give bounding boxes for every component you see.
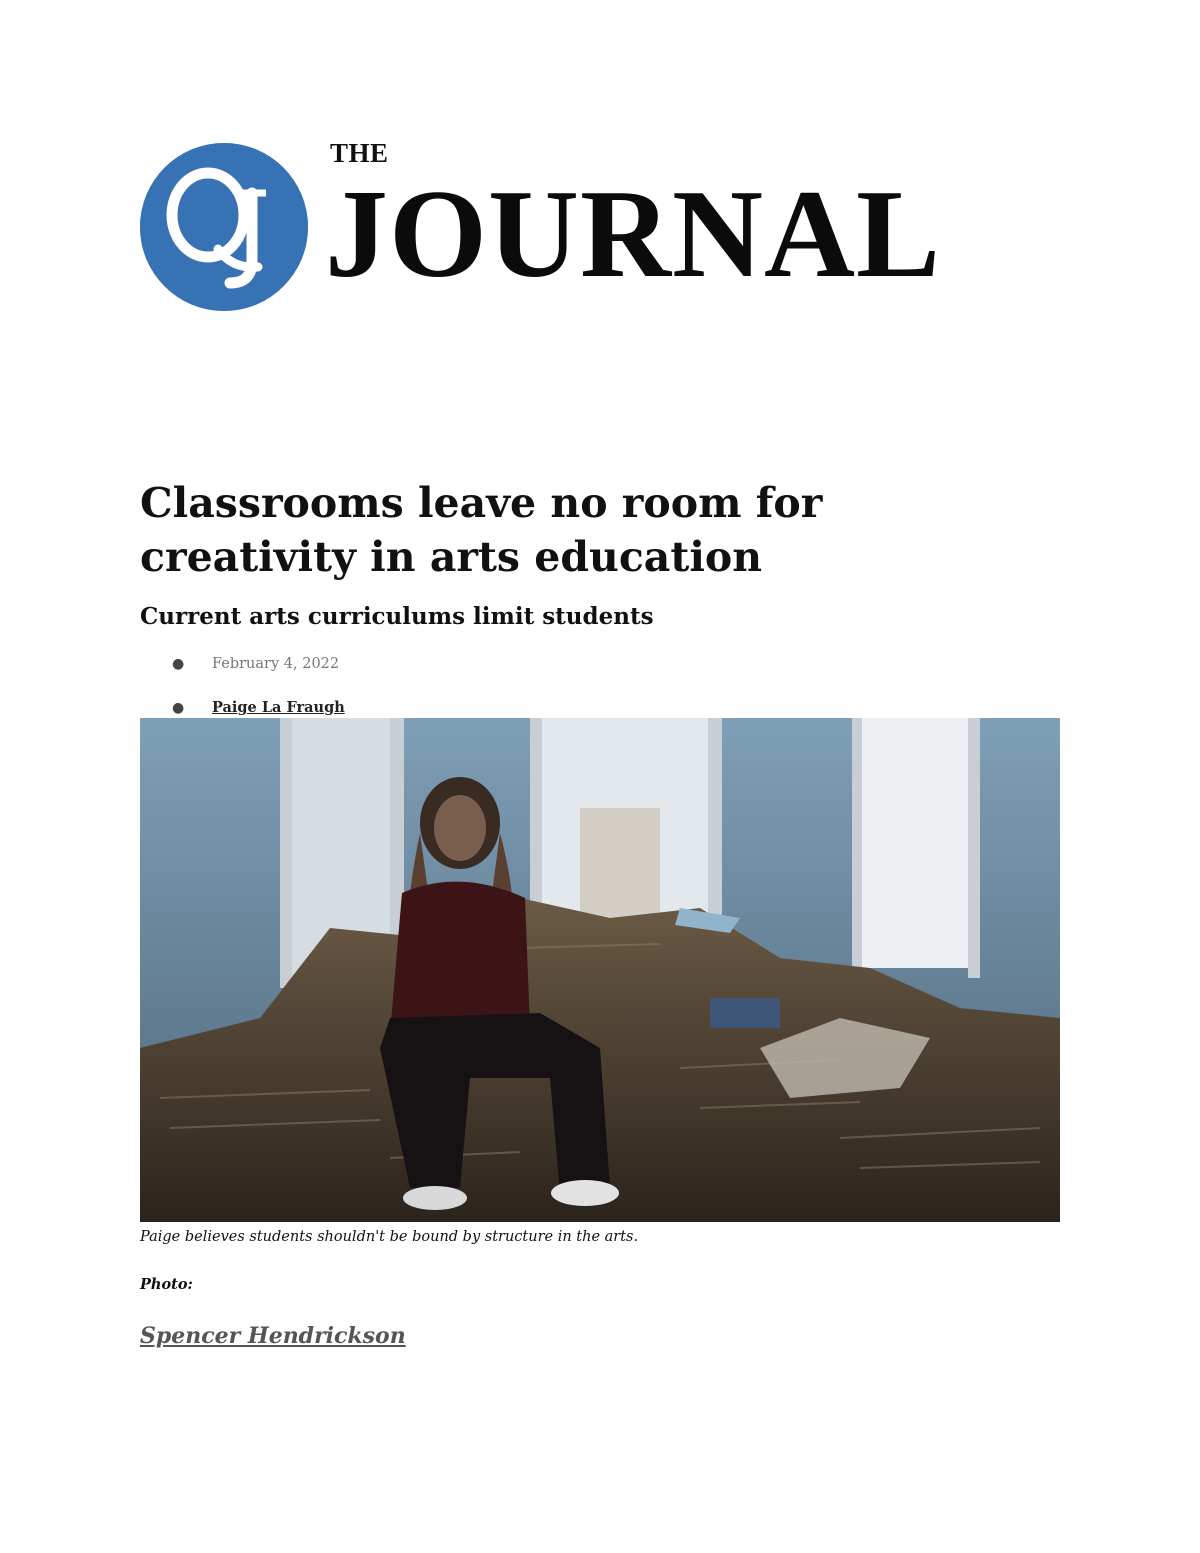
- qj-logo-mark: [140, 143, 308, 311]
- article-date: February 4, 2022: [212, 656, 340, 672]
- article-headline: Classrooms leave no room for creativity in arts education: [140, 479, 823, 581]
- masthead: [140, 138, 1070, 338]
- bullet-icon: ●: [172, 700, 185, 716]
- author-link[interactable]: Paige La Fraugh: [212, 699, 345, 716]
- masthead-the: THE: [330, 138, 389, 168]
- photo-image: [140, 718, 1060, 1222]
- masthead-journal: JOURNAL: [325, 165, 942, 304]
- article-subheadline: Current arts curriculums limit students: [140, 603, 654, 630]
- article-photo: [140, 718, 1060, 1222]
- photo-credit-label: Photo:: [140, 1276, 193, 1293]
- qj-logo: [140, 143, 308, 311]
- photo-caption: Paige believes students shouldn't be bound by structure in the arts.: [140, 1229, 639, 1245]
- bullet-icon: ●: [172, 656, 185, 672]
- meta-date-item: [172, 650, 345, 694]
- photographer-link[interactable]: Spencer Hendrickson: [140, 1323, 406, 1349]
